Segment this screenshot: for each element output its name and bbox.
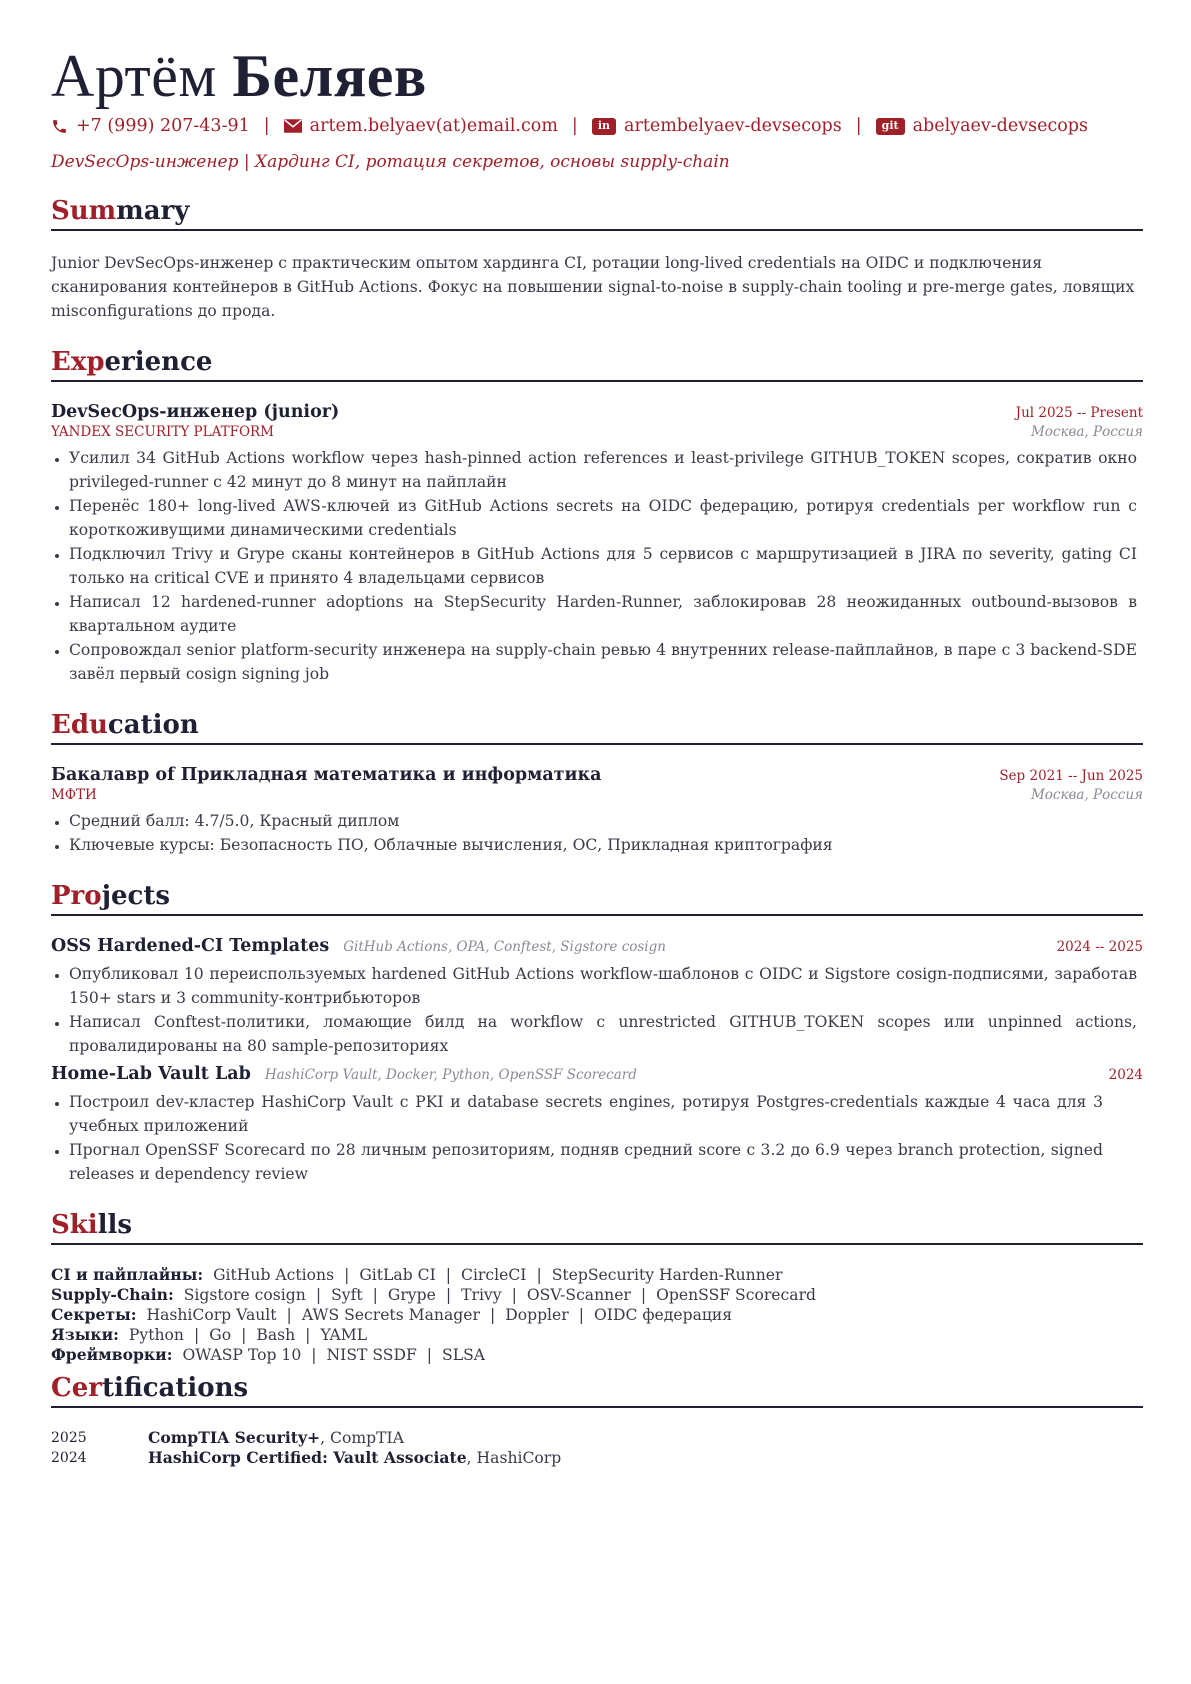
skill-separator: | — [445, 1266, 452, 1284]
envelope-icon — [284, 119, 302, 133]
contact-email[interactable] — [284, 116, 558, 136]
project-bullets — [51, 962, 1143, 1058]
skill-item: Trivy — [461, 1286, 502, 1304]
section-heading: Education — [51, 708, 1143, 745]
list-item: • Усилил 34 GitHub Actions workflow через hash-pinned action references и least-privilege GITHUB_TOKEN scopes, сократив окно privileged-runner с 42 минут до 8 минут на пайплайн — [69, 446, 1137, 494]
experience-entry — [51, 402, 1143, 686]
skill-separator: | — [372, 1286, 378, 1304]
skill-separator: | — [489, 1306, 496, 1324]
education-date: Sep 2021 -- Jun 2025 — [999, 768, 1143, 784]
section-heading: Projects — [51, 879, 1143, 916]
list-item: • Написал Conftest-политики, ломающие билд на workflow с unrestricted GITHUB_TOKEN scopes или unpinned actions, провалидированы на 80 sample-репозиториях — [69, 1010, 1137, 1058]
skill-item: YAML — [320, 1326, 368, 1344]
list-item: • Подключил Trivy и Grype сканы контейнеров в GitHub Actions для 5 сервисов с маршрутизацией в JIRA по severity, gating CI только на critical CVE и принято 4 владельцами сервисов — [69, 542, 1137, 590]
list-item: • Написал 12 hardened-runner adoptions на StepSecurity Harden-Runner, заблокировав 28 неожиданных outbound-вызовов в квартальном аудите — [69, 590, 1137, 638]
skill-row — [51, 1325, 1143, 1345]
project-tech: GitHub Actions, OPA, Conftest, Sigstore cosign — [343, 939, 666, 955]
linkedin-icon: in — [592, 118, 616, 135]
skill-separator: | — [315, 1286, 322, 1304]
skill-item: Syft — [331, 1286, 363, 1304]
skill-separator: | — [640, 1286, 647, 1304]
skills-section — [51, 1208, 1143, 1365]
list-item: • Опубликовал 10 переиспользуемых hardened GitHub Actions workflow-шаблонов с OIDC и Sigstore cosign-подписями, заработав 150+ stars и 3 community-контрибьюторов — [69, 962, 1137, 1010]
summary-section — [51, 194, 1143, 323]
contact-bar — [51, 116, 1143, 136]
skills-list — [51, 1265, 1143, 1365]
phone-icon — [51, 118, 68, 135]
project-title: OSS Hardened-CI Templates GitHub Actions, OPA, Conftest, Sigstore cosign — [51, 936, 666, 956]
cert-row — [51, 1448, 1143, 1468]
skill-label: Секреты: — [51, 1305, 137, 1324]
skill-label: Supply-Chain: — [51, 1285, 174, 1304]
skill-item: Go — [209, 1326, 232, 1344]
skill-item: OWASP Top 10 — [182, 1346, 302, 1364]
skill-separator: | — [445, 1286, 452, 1304]
contact-linkedin[interactable] — [592, 116, 842, 136]
list-item: • Перенёс 180+ long-lived AWS-ключей из GitHub Actions secrets на OIDC федерацию, ротируя credentials per workflow run с короткоживущими динамическими credentials — [69, 494, 1137, 542]
section-heading: Certifications — [51, 1371, 1143, 1408]
skill-item: Grype — [387, 1286, 436, 1304]
candidate-name — [51, 40, 1143, 112]
skill-item: GitLab CI — [359, 1266, 436, 1284]
skill-item: NIST SSDF — [326, 1346, 417, 1364]
skill-item: CircleCI — [461, 1266, 527, 1284]
skill-label: Фреймворки: — [51, 1345, 173, 1364]
education-location: Москва, Россия — [1030, 787, 1143, 803]
list-item: • Сопровождал senior platform-security инженера на supply-chain ревью 4 внутренних release-пайплайнов, в паре с 3 backend-SDE завёл первый cosign signing job — [69, 638, 1137, 686]
skill-separator: | — [193, 1326, 200, 1344]
skill-item: GitHub Actions — [213, 1266, 335, 1284]
contact-github[interactable] — [876, 116, 1088, 136]
cert-issuer: , HashiCorp — [466, 1449, 562, 1467]
certifications-section — [51, 1371, 1143, 1468]
projects-section — [51, 879, 1143, 1186]
project-entry — [51, 936, 1143, 1058]
separator: | — [855, 116, 862, 136]
skill-item: Bash — [256, 1326, 296, 1344]
git-icon: git — [876, 118, 905, 135]
list-item: • Построил dev-кластер HashiCorp Vault с PKI и database secrets engines, ротируя Postgres-credentials каждые 4 часа для 3 учебных приложений — [69, 1090, 1103, 1138]
skill-row — [51, 1345, 1143, 1365]
skill-row — [51, 1285, 1143, 1305]
separator: | — [263, 116, 270, 136]
skill-separator: | — [536, 1266, 542, 1284]
last-name: Беляев — [232, 43, 427, 109]
project-date: 2024 — [1108, 1067, 1143, 1083]
cert-row — [51, 1428, 1143, 1448]
skill-item: SLSA — [442, 1346, 486, 1364]
contact-phone[interactable] — [51, 116, 250, 136]
skill-separator: | — [426, 1346, 433, 1364]
cert-name: HashiCorp Certified: Vault Associate — [148, 1448, 467, 1467]
skill-item: Python — [128, 1326, 184, 1344]
list-item: • Ключевые курсы: Безопасность ПО, Облачные вычисления, ОС, Прикладная криптография — [69, 833, 1137, 857]
project-title: Home-Lab Vault Lab HashiCorp Vault, Docker, Python, OpenSSF Scorecard — [51, 1064, 637, 1084]
education-entry — [51, 765, 1143, 857]
skill-label: CI и пайплайны: — [51, 1265, 204, 1284]
first-name: Артём — [51, 43, 217, 109]
skill-row — [51, 1305, 1143, 1325]
degree-title: Бакалавр of Прикладная математика и информатика — [51, 765, 602, 785]
skill-item: OIDC федерация — [594, 1306, 733, 1324]
job-date: Jul 2025 -- Present — [1015, 405, 1143, 421]
cert-issuer: , CompTIA — [320, 1429, 404, 1447]
company: YANDEX SECURITY PLATFORM — [51, 424, 275, 440]
skill-item: Doppler — [505, 1306, 569, 1324]
skill-separator: | — [311, 1346, 317, 1364]
skill-separator: | — [241, 1326, 247, 1344]
university: МФТИ — [51, 787, 97, 803]
skill-row — [51, 1265, 1143, 1285]
experience-bullets — [51, 446, 1143, 686]
skill-item: Sigstore cosign — [183, 1286, 306, 1304]
section-heading: Experience — [51, 345, 1143, 382]
skill-separator: | — [511, 1286, 517, 1304]
github-link: abelyaev-devsecops — [912, 116, 1088, 136]
skill-separator: | — [286, 1306, 292, 1324]
skill-separator: | — [578, 1306, 584, 1324]
cert-name: CompTIA Security+ — [148, 1428, 321, 1447]
certifications-list — [51, 1428, 1143, 1468]
education-bullets — [51, 809, 1143, 857]
project-bullets — [51, 1090, 1143, 1186]
job-title: DevSecOps-инженер (junior) — [51, 402, 340, 422]
education-section — [51, 708, 1143, 857]
email-link: artem.belyaev(at)email.com — [309, 116, 558, 136]
list-item: • Средний балл: 4.7/5.0, Красный диплом — [69, 809, 1137, 833]
skill-item: HashiCorp Vault — [146, 1306, 277, 1324]
project-tech: HashiCorp Vault, Docker, Python, OpenSSF Scorecard — [264, 1067, 637, 1083]
skill-label: Языки: — [51, 1325, 119, 1344]
tagline: DevSecOps-инженер | Хардинг CI, ротация секретов, основы supply-chain — [51, 152, 730, 172]
project-date: 2024 -- 2025 — [1056, 939, 1143, 955]
summary-text: Junior DevSecOps-инженер с практическим опытом хардинга CI, ротации long-lived credentials на OIDC и подключения сканирования контейнеров в GitHub Actions. Фокус на повышении signal-to-noise в supply-chain tooling и pre-merge gates, ловящих misconfigurations до прода. — [51, 254, 1135, 320]
section-heading: Summary — [51, 194, 1143, 231]
skill-item: StepSecurity Harden-Runner — [551, 1266, 783, 1284]
cert-year: 2024 — [51, 1450, 87, 1466]
project-entry — [51, 1064, 1143, 1186]
section-heading: Skills — [51, 1208, 1143, 1245]
skill-item: OSV-Scanner — [526, 1286, 631, 1304]
separator: | — [571, 116, 578, 136]
skill-separator: | — [344, 1266, 350, 1284]
experience-section — [51, 345, 1143, 686]
skill-item: AWS Secrets Manager — [301, 1306, 480, 1324]
job-location: Москва, Россия — [1030, 424, 1143, 440]
list-item: • Прогнал OpenSSF Scorecard по 28 личным репозиториям, подняв средний score с 3.2 до 6.9 через branch protection, signed releases и dependency review — [69, 1138, 1103, 1186]
phone-text: +7 (999) 207-43-91 — [76, 116, 250, 136]
skill-item: OpenSSF Scorecard — [656, 1286, 816, 1304]
linkedin-link: artembelyaev-devsecops — [624, 116, 842, 136]
skill-separator: | — [305, 1326, 311, 1344]
cert-year: 2025 — [51, 1430, 87, 1446]
